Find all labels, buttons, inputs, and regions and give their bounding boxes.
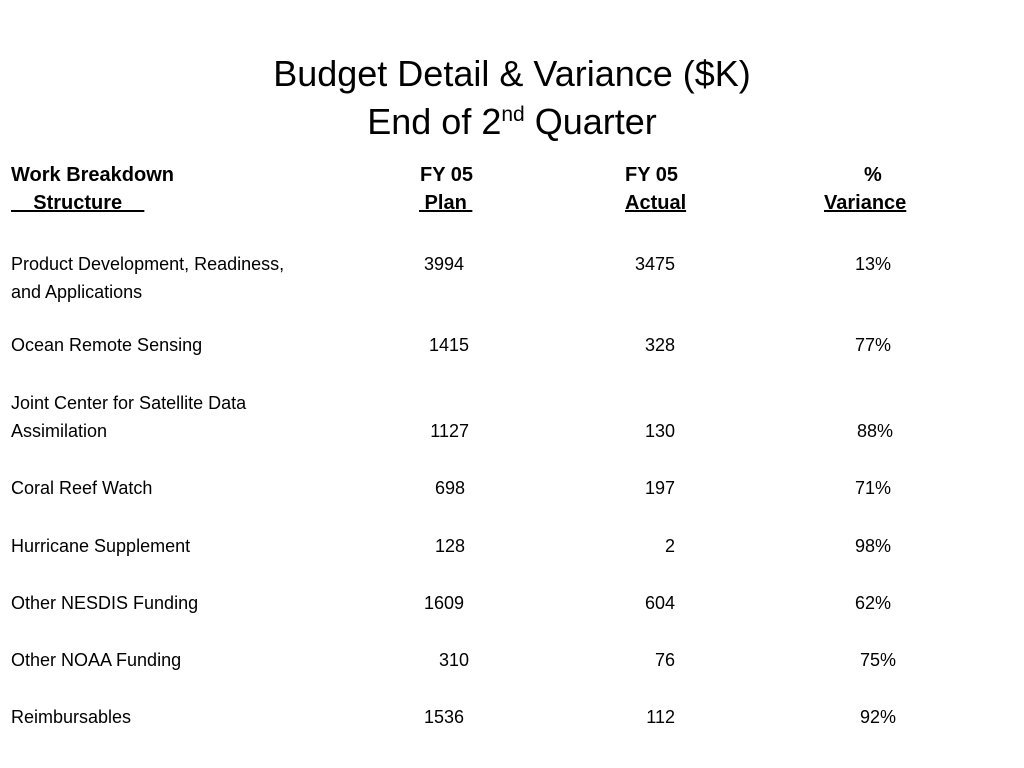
row-variance: 92% <box>859 707 896 727</box>
title-line-2-superscript: nd <box>501 103 525 126</box>
row-plan: 1415 <box>428 335 469 355</box>
row-actual: 3475 <box>634 254 675 274</box>
row-label: Other NOAA Funding <box>11 650 182 670</box>
row-plan: 3994 <box>423 254 464 274</box>
row-variance: 13% <box>854 254 891 274</box>
row-label: Coral Reef Watch <box>11 478 153 498</box>
row-plan: 1609 <box>423 593 464 613</box>
row-variance: 98% <box>854 536 891 556</box>
row-label: Ocean Remote Sensing <box>11 335 203 355</box>
row-variance: 77% <box>854 335 891 355</box>
row-variance: 71% <box>854 478 891 498</box>
title-line-2-prefix: End of 2 <box>367 101 502 142</box>
row-plan: 128 <box>434 536 465 556</box>
row-label-continued: Assimilation <box>11 421 108 441</box>
row-plan: 310 <box>438 650 469 670</box>
row-label: Other NESDIS Funding <box>11 593 199 613</box>
row-variance: 62% <box>854 593 891 613</box>
row-label: Joint Center for Satellite Data <box>11 393 247 413</box>
row-variance: 88% <box>856 421 893 441</box>
header-structure: Structure <box>11 192 145 214</box>
row-plan: 698 <box>434 478 465 498</box>
row-plan: 1127 <box>430 421 469 441</box>
header-percent: % <box>864 164 882 186</box>
row-actual: 112 <box>646 707 675 727</box>
header-fy05-plan-line1: FY 05 <box>420 164 473 186</box>
row-label-continued: and Applications <box>11 282 143 302</box>
row-label: Hurricane Supplement <box>11 536 191 556</box>
header-plan: Plan <box>419 192 473 214</box>
header-fy05-actual-line1: FY 05 <box>625 164 678 186</box>
title-line-2-suffix: Quarter <box>524 101 657 142</box>
title-line-1: Budget Detail & Variance ($K) <box>273 53 751 94</box>
row-actual: 328 <box>644 335 675 355</box>
header-work-breakdown: Work Breakdown <box>11 164 174 186</box>
row-variance: 75% <box>859 650 896 670</box>
row-label: Product Development, Readiness, <box>11 254 285 274</box>
row-actual: 76 <box>654 650 675 670</box>
row-actual: 130 <box>644 421 675 441</box>
title-line-2 <box>0 98 1024 146</box>
row-plan: 1536 <box>423 707 464 727</box>
header-actual: Actual <box>625 192 687 214</box>
header-variance: Variance <box>824 192 907 214</box>
row-actual: 2 <box>664 536 675 556</box>
row-label: Reimbursables <box>11 707 132 727</box>
slide-title <box>0 50 1024 146</box>
row-actual: 197 <box>644 478 675 498</box>
row-actual: 604 <box>644 593 675 613</box>
